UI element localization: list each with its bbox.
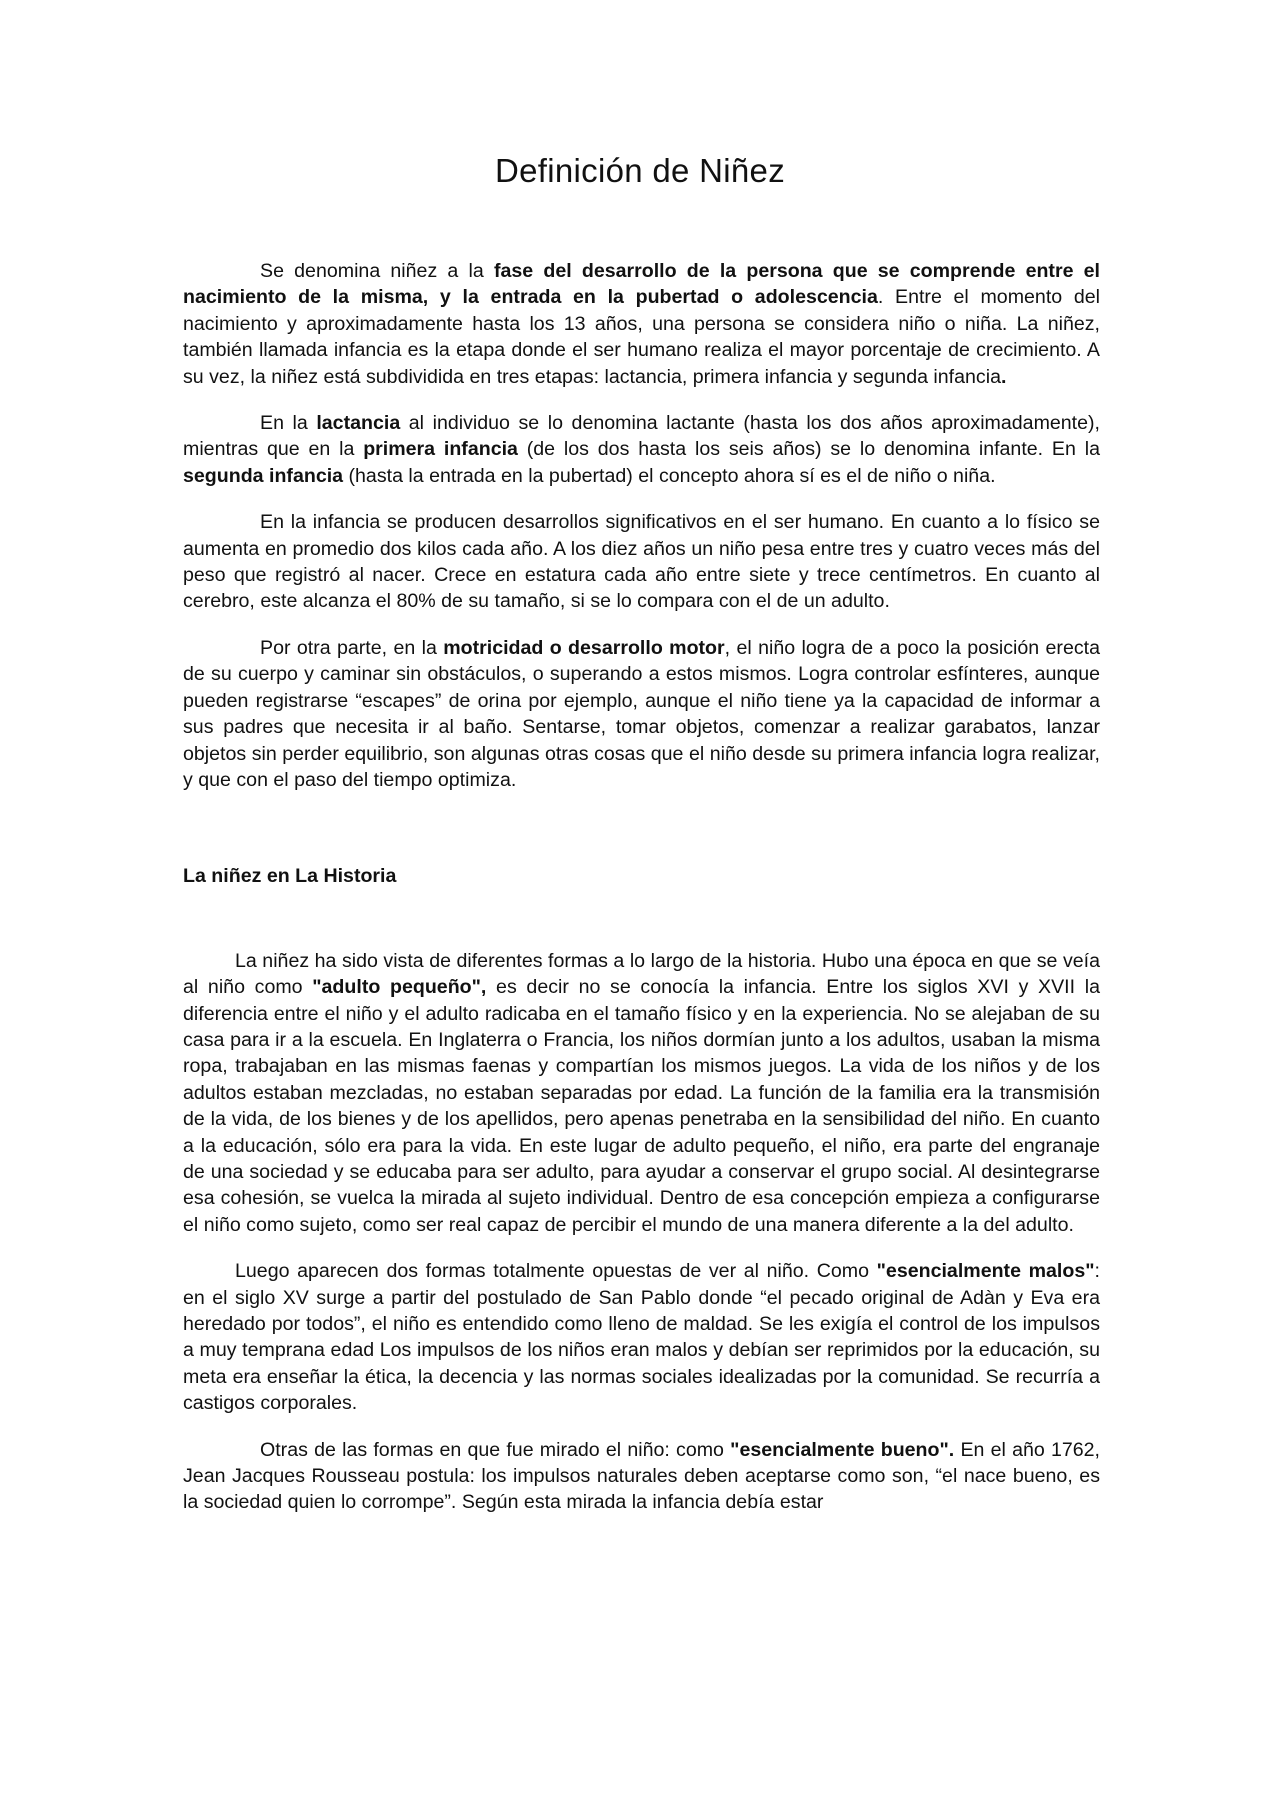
paragraph-6	[183, 1258, 1100, 1416]
paragraph-5	[183, 948, 1100, 1238]
paragraph-1-bold-b: .	[1000, 365, 1007, 388]
paragraph-2-bold-b: primera infancia	[363, 438, 518, 461]
paragraph-7-bold-a: "esencialmente bueno".	[730, 1438, 955, 1461]
paragraph-1	[183, 258, 1100, 390]
paragraph-7-text-b: En el año 1762, Jean Jacques Rousseau postula: los impulsos naturales deben aceptarse como son, “el nace bueno, es la sociedad quien lo corrompe”. Según esta mirada la infancia debía estar	[183, 1438, 1100, 1514]
paragraph-4-text-b: , el niño logra de a poco la posición erecta de su cuerpo y caminar sin obstáculos, o superando a estos mismos. Logra controlar esfínteres, aunque pueden registrarse “escapes” de orina por ejemplo, aunque el niño tiene ya la capacidad de informar a sus padres que necesita ir al baño. Sentarse, tomar objetos, comenzar a realizar garabatos, lanzar objetos sin perder equilibrio, son algunas otras cosas que el niño desde su primera infancia logra realizar, y que con el paso del tiempo optimiza.	[183, 636, 1100, 791]
page-title: Definición de Niñez	[494, 152, 786, 189]
paragraph-2	[183, 410, 1100, 489]
paragraph-1-text-a: Se denomina niñez a la	[260, 260, 494, 282]
paragraph-3: En la infancia se producen desarrollos significativos en el ser humano. En cuanto a lo físico se aumenta en promedio dos kilos cada año. A los diez años un niño pesa entre tres y cuatro veces más del peso que registró al nacer. Crece en estatura cada año entre siete y trece centímetros. En cuanto al cerebro, este alcanza el 80% de su tamaño, si se lo compara con el de un adulto.	[183, 511, 1100, 613]
paragraph-2-text-c: (de los dos hasta los seis años) se lo denomina infante. En la	[517, 438, 1100, 461]
paragraph-2-bold-a: lactancia	[316, 412, 401, 435]
paragraph-2-text-d: (hasta la entrada en la pubertad) el concepto ahora sí es el de niño o niña.	[343, 464, 996, 487]
paragraph-1-bold-a: fase del desarrollo de la persona que se comprende entre el nacimiento de la misma, y la entrada en la pubertad o adolescencia	[183, 260, 1101, 309]
paragraph-5-text-b: es decir no se conocía la infancia. Entre los siglos XVI y XVII la diferencia entre el niño y el adulto radicaba en el tamaño físico y en la experiencia. No se alejaban de su casa para ir a la escuela. En Inglaterra o Francia, los niños dormían junto a los adultos, usaban la misma ropa, trabajaban en las mismas faenas y compartían los mismos juegos. La vida de los niños y de los adultos estaban mezcladas, no estaban separadas por edad. La función de la familia era la transmisión de la vida, de los bienes y de los apellidos, pero apenas penetraba en la sensibilidad del niño. En cuanto a la educación, sólo era para la vida. En este lugar de adulto pequeño, el niño, era parte del engranaje de una sociedad y se educaba para ser adulto, para ayudar a conservar el grupo social. Al desintegrarse esa cohesión, se vuelca la mirada al sujeto individual. Dentro de esa concepción empieza a configurarse el niño como sujeto, como ser real capaz de percibir el mundo de una manera diferente a la del adulto.	[183, 976, 1100, 1236]
paragraph-6-text-b: : en el siglo XV surge a partir del postulado de San Pablo donde “el pecado original de Adàn y Eva era heredado por todos”, el niño es entendido como lleno de maldad. Se les exigía el control de los impulsos a muy temprana edad Los impulsos de los niños eran malos y debían ser reprimidos por la educación, su meta era enseñar la ética, la decencia y las normas sociales idealizadas por la comunidad. Se recurría a castigos corporales.	[183, 1260, 1100, 1415]
paragraph-6-text-a: Luego aparecen dos formas totalmente opuestas de ver al niño. Como	[235, 1260, 877, 1283]
paragraph-7-text-a: Otras de las formas en que fue mirado el niño: como	[260, 1438, 731, 1461]
section-subtitle: La niñez en La Historia	[183, 865, 397, 888]
paragraph-1-text-b: . Entre el momento del nacimiento y aproximadamente hasta los 13 años, una persona se considera niño o niña. La niñez, también llamada infancia es la etapa donde el ser humano realiza el mayor porcentaje de crecimiento. A su vez, la niñez está subdividida en tres etapas: lactancia, primera infancia y segunda infancia	[183, 286, 1100, 388]
paragraph-5-text-a: La niñez ha sido vista de diferentes formas a lo largo de la historia. Hubo una época en que se veía al niño como	[183, 949, 1100, 999]
paragraph-7	[183, 1437, 1100, 1516]
paragraph-2-text-b: al individuo se lo denomina lactante (hasta los dos años aproximadamente), mientras que en la	[183, 412, 1100, 461]
paragraph-2-text-a: En la	[260, 412, 317, 435]
paragraph-6-bold-a: "esencialmente malos"	[876, 1260, 1095, 1283]
paragraph-4-text-a: Por otra parte, en la	[260, 636, 444, 659]
document-body	[183, 258, 1100, 1536]
paragraph-5-bold-a: "adulto pequeño",	[312, 976, 487, 999]
paragraph-2-bold-c: segunda infancia	[183, 464, 344, 487]
paragraph-4-bold-a: motricidad o desarrollo motor	[443, 636, 725, 659]
paragraph-4	[183, 635, 1100, 793]
